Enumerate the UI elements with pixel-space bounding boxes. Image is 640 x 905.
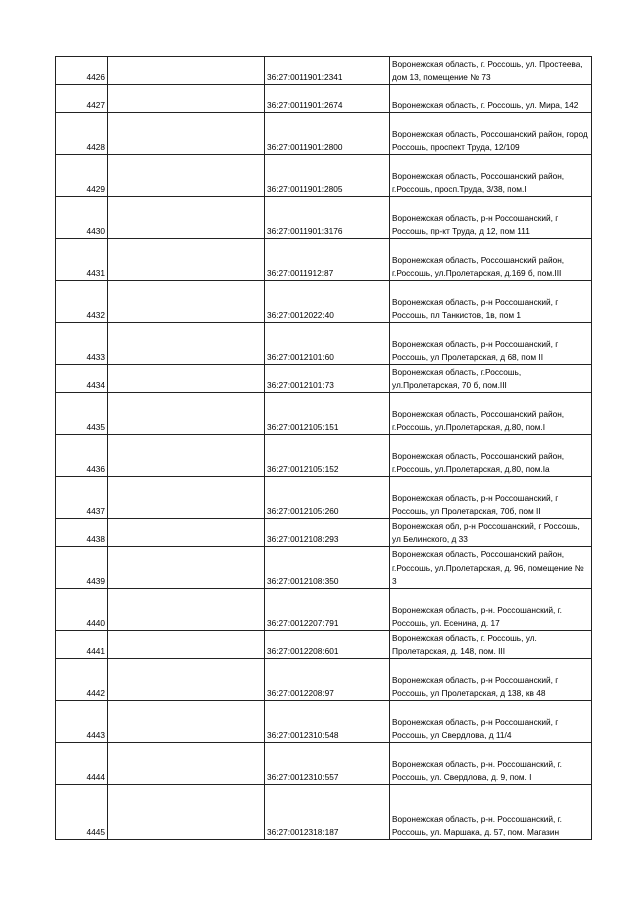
row-number: 4440 [56, 589, 108, 631]
table-row [56, 113, 592, 155]
cadastral-number: 36:27:0012207:791 [265, 589, 390, 631]
row-number: 4429 [56, 155, 108, 197]
empty-cell [108, 365, 265, 393]
empty-cell [108, 323, 265, 365]
table-row [56, 477, 592, 519]
cadastral-number: 36:27:0011901:2341 [265, 57, 390, 85]
address: Воронежская область, р-н Россошанский, г Россошь, пл Танкистов, 1в, пом 1 [390, 281, 592, 323]
address: Воронежская обл, р-н Россошанский, г Россошь, ул Белинского, д 33 [390, 519, 592, 547]
address: Воронежская область, г. Россошь, ул. Пролетарская, д. 148, пом. III [390, 631, 592, 659]
address: Воронежская область, Россошанский район, г.Россошь, ул.Пролетарская, д.169 б, пом.III [390, 239, 592, 281]
table-row [56, 85, 592, 113]
table-row [56, 589, 592, 631]
empty-cell [108, 659, 265, 701]
empty-cell [108, 393, 265, 435]
address: Воронежская область, Россошанский район, г.Россошь, просп.Труда, 3/38, пом.I [390, 155, 592, 197]
row-number: 4431 [56, 239, 108, 281]
cadastral-number: 36:27:0012318:187 [265, 785, 390, 840]
address: Воронежская область, г. Россошь, ул. Мира, 142 [390, 85, 592, 113]
row-number: 4445 [56, 785, 108, 840]
table-row [56, 435, 592, 477]
empty-cell [108, 281, 265, 323]
table-row [56, 785, 592, 840]
row-number: 4444 [56, 743, 108, 785]
property-register-table [55, 56, 592, 840]
empty-cell [108, 519, 265, 547]
row-number: 4443 [56, 701, 108, 743]
row-number: 4439 [56, 547, 108, 589]
table-row [56, 743, 592, 785]
address: Воронежская область, Россошанский район, г.Россошь, ул.Пролетарская, д.80, пом.I [390, 393, 592, 435]
empty-cell [108, 477, 265, 519]
cadastral-number: 36:27:0011912:87 [265, 239, 390, 281]
row-number: 4432 [56, 281, 108, 323]
table-row [56, 323, 592, 365]
empty-cell [108, 85, 265, 113]
table-row [56, 519, 592, 547]
row-number: 4430 [56, 197, 108, 239]
table-row [56, 239, 592, 281]
empty-cell [108, 547, 265, 589]
table-row [56, 701, 592, 743]
empty-cell [108, 155, 265, 197]
address: Воронежская область, р-н. Россошанский, г. Россошь, ул. Есенина, д. 17 [390, 589, 592, 631]
empty-cell [108, 589, 265, 631]
cadastral-number: 36:27:0012108:293 [265, 519, 390, 547]
address: Воронежская область, р-н Россошанский, г Россошь, пр-кт Труда, д 12, пом 111 [390, 197, 592, 239]
table-body [56, 57, 592, 840]
empty-cell [108, 57, 265, 85]
row-number: 4434 [56, 365, 108, 393]
row-number: 4433 [56, 323, 108, 365]
address: Воронежская область, Россошанский район, г.Россошь, ул.Пролетарская, д. 96, помещение № 3 [390, 547, 592, 589]
empty-cell [108, 631, 265, 659]
cadastral-number: 36:27:0012101:73 [265, 365, 390, 393]
cadastral-number: 36:27:0012022:40 [265, 281, 390, 323]
cadastral-number: 36:27:0011901:2674 [265, 85, 390, 113]
empty-cell [108, 239, 265, 281]
table-row [56, 547, 592, 589]
table-row [56, 57, 592, 85]
address: Воронежская область, р-н Россошанский, г Россошь, ул Пролетарская, 70б, пом II [390, 477, 592, 519]
address: Воронежская область, г.Россошь, ул.Пролетарская, 70 б, пом.III [390, 365, 592, 393]
cadastral-number: 36:27:0012208:97 [265, 659, 390, 701]
row-number: 4435 [56, 393, 108, 435]
empty-cell [108, 785, 265, 840]
table-row [56, 659, 592, 701]
cadastral-number: 36:27:0012105:152 [265, 435, 390, 477]
row-number: 4428 [56, 113, 108, 155]
row-number: 4437 [56, 477, 108, 519]
empty-cell [108, 701, 265, 743]
address: Воронежская область, Россошанский район, город Россошь, проспект Труда, 12/109 [390, 113, 592, 155]
table-row [56, 197, 592, 239]
address: Воронежская область, р-н. Россошанский, г. Россошь, ул. Свердлова, д. 9, пом. I [390, 743, 592, 785]
table-row [56, 281, 592, 323]
address: Воронежская область, Россошанский район, г.Россошь, ул.Пролетарская, д.80, пом.Ia [390, 435, 592, 477]
table-row [56, 393, 592, 435]
empty-cell [108, 113, 265, 155]
address: Воронежская область, г. Россошь, ул. Простеева, дом 13, помещение № 73 [390, 57, 592, 85]
cadastral-number: 36:27:0012105:260 [265, 477, 390, 519]
empty-cell [108, 435, 265, 477]
cadastral-number: 36:27:0011901:2800 [265, 113, 390, 155]
cadastral-number: 36:27:0011901:3176 [265, 197, 390, 239]
row-number: 4438 [56, 519, 108, 547]
row-number: 4441 [56, 631, 108, 659]
cadastral-number: 36:27:0012101:60 [265, 323, 390, 365]
row-number: 4427 [56, 85, 108, 113]
cadastral-number: 36:27:0011901:2805 [265, 155, 390, 197]
cadastral-number: 36:27:0012108:350 [265, 547, 390, 589]
row-number: 4436 [56, 435, 108, 477]
address: Воронежская область, р-н Россошанский, г Россошь, ул Пролетарская, д 68, пом II [390, 323, 592, 365]
cadastral-number: 36:27:0012310:548 [265, 701, 390, 743]
row-number: 4426 [56, 57, 108, 85]
empty-cell [108, 197, 265, 239]
table-row [56, 155, 592, 197]
address: Воронежская область, р-н Россошанский, г Россошь, ул Свердлова, д 11/4 [390, 701, 592, 743]
cadastral-number: 36:27:0012105:151 [265, 393, 390, 435]
row-number: 4442 [56, 659, 108, 701]
cadastral-number: 36:27:0012310:557 [265, 743, 390, 785]
table-row [56, 365, 592, 393]
address: Воронежская область, р-н. Россошанский, г. Россошь, ул. Маршака, д. 57, пом. Магазин [390, 785, 592, 840]
cadastral-number: 36:27:0012208:601 [265, 631, 390, 659]
table-row [56, 631, 592, 659]
empty-cell [108, 743, 265, 785]
address: Воронежская область, р-н Россошанский, г Россошь, ул Пролетарская, д 138, кв 48 [390, 659, 592, 701]
